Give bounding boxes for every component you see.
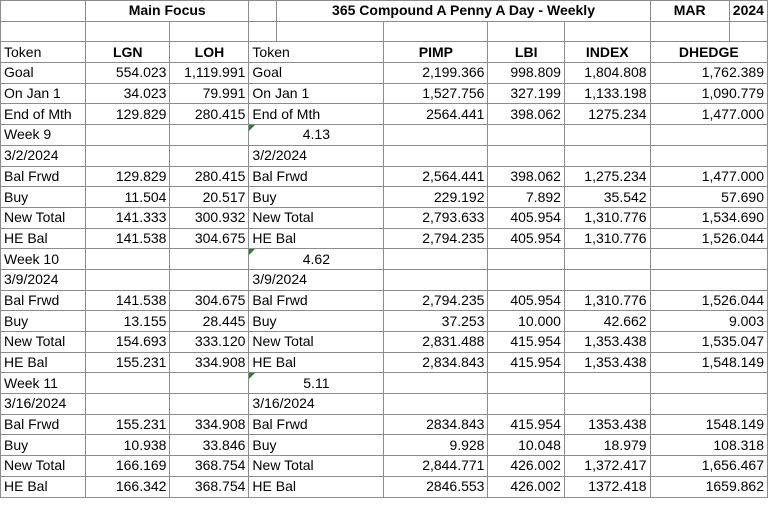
value-loh[interactable]: 28.445: [170, 311, 249, 332]
week-data-row: [1, 414, 768, 435]
col-header-index[interactable]: INDEX: [564, 42, 650, 63]
value-dhedge[interactable]: 1,535.047: [650, 332, 767, 353]
value-lbi[interactable]: 426.002: [488, 456, 564, 477]
week-row: [1, 125, 768, 146]
month-label[interactable]: MAR: [650, 1, 729, 22]
row-label-right[interactable]: Buy: [249, 187, 384, 208]
value-loh[interactable]: 333.120: [170, 332, 249, 353]
cell[interactable]: [650, 125, 767, 146]
week-date-right[interactable]: 3/16/2024: [249, 394, 384, 415]
value-pimp[interactable]: 2834.843: [384, 414, 488, 435]
cell[interactable]: [86, 145, 170, 166]
year-label[interactable]: 2024: [729, 1, 767, 22]
title-row: [1, 1, 768, 22]
row-label[interactable]: New Total: [1, 332, 86, 353]
column-header-row: [1, 42, 768, 63]
value-index[interactable]: 1372.418: [564, 476, 650, 497]
row-label[interactable]: HE Bal: [1, 352, 86, 373]
cell[interactable]: [249, 1, 277, 22]
value-pimp[interactable]: 37.253: [384, 311, 488, 332]
cell[interactable]: [170, 21, 249, 42]
value-dhedge[interactable]: 1,548.149: [650, 352, 767, 373]
value-index[interactable]: 42.662: [564, 311, 650, 332]
row-label-right[interactable]: End of Mth: [249, 104, 384, 125]
week-value[interactable]: 4.62: [249, 249, 384, 270]
col-header-loh[interactable]: LOH: [170, 42, 249, 63]
value-pimp[interactable]: 2564.441: [384, 104, 488, 125]
value-loh[interactable]: 33.846: [170, 435, 249, 456]
blank-row: [1, 21, 768, 42]
row-label-right[interactable]: On Jan 1: [249, 83, 384, 104]
value-loh[interactable]: 334.908: [170, 352, 249, 373]
cell[interactable]: [384, 145, 488, 166]
value-lbi[interactable]: 405.954: [488, 207, 564, 228]
week-date-left[interactable]: 3/2/2024: [1, 145, 86, 166]
value-index[interactable]: 1,275.234: [564, 166, 650, 187]
row-label-right[interactable]: Bal Frwd: [249, 166, 384, 187]
row-label-right[interactable]: HE Bal: [249, 476, 384, 497]
value-lgn[interactable]: 141.538: [86, 290, 170, 311]
row-label[interactable]: On Jan 1: [1, 83, 86, 104]
value-dhedge[interactable]: 1,534.690: [650, 207, 767, 228]
cell[interactable]: [86, 249, 170, 270]
value-loh[interactable]: 304.675: [170, 290, 249, 311]
row-label[interactable]: New Total: [1, 207, 86, 228]
value-index[interactable]: 35.542: [564, 187, 650, 208]
date-row: [1, 269, 768, 290]
value-loh[interactable]: 280.415: [170, 166, 249, 187]
value-pimp[interactable]: 2,831.488: [384, 332, 488, 353]
value-index[interactable]: 1,372.417: [564, 456, 650, 477]
value-loh[interactable]: 280.415: [170, 104, 249, 125]
row-label[interactable]: Buy: [1, 435, 86, 456]
week-data-row: [1, 332, 768, 353]
col-header-dhedge[interactable]: DHEDGE: [650, 42, 767, 63]
week-date-right[interactable]: 3/2/2024: [249, 145, 384, 166]
cell[interactable]: [564, 394, 650, 415]
value-pimp[interactable]: 2,844.771: [384, 456, 488, 477]
value-lgn[interactable]: 166.169: [86, 456, 170, 477]
value-index[interactable]: 1353.438: [564, 414, 650, 435]
value-lgn[interactable]: 166.342: [86, 476, 170, 497]
value-index[interactable]: 1,310.776: [564, 290, 650, 311]
cell[interactable]: [384, 394, 488, 415]
row-label[interactable]: Bal Frwd: [1, 290, 86, 311]
week-date-right[interactable]: 3/9/2024: [249, 269, 384, 290]
cell[interactable]: [170, 269, 249, 290]
value-pimp[interactable]: 2846.553: [384, 476, 488, 497]
row-label-right[interactable]: HE Bal: [249, 352, 384, 373]
cell[interactable]: [86, 373, 170, 394]
value-lbi[interactable]: 398.062: [488, 166, 564, 187]
week-data-row: [1, 352, 768, 373]
cell[interactable]: [564, 269, 650, 290]
week-data-row: [1, 166, 768, 187]
col-header-lgn[interactable]: LGN: [86, 42, 170, 63]
row-label-right[interactable]: Bal Frwd: [249, 414, 384, 435]
value-index[interactable]: 18.979: [564, 435, 650, 456]
cell[interactable]: [170, 373, 249, 394]
row-label-right[interactable]: New Total: [249, 332, 384, 353]
cell[interactable]: [650, 145, 767, 166]
row-label[interactable]: Buy: [1, 187, 86, 208]
value-lbi[interactable]: 327.199: [488, 83, 564, 104]
week-data-row: [1, 228, 768, 249]
value-index[interactable]: 1,310.776: [564, 207, 650, 228]
row-label[interactable]: Goal: [1, 63, 86, 84]
summary-row: [1, 63, 768, 84]
value-lgn[interactable]: 141.333: [86, 207, 170, 228]
cell[interactable]: [488, 269, 564, 290]
cell[interactable]: [86, 269, 170, 290]
value-pimp[interactable]: 2,794.235: [384, 228, 488, 249]
value-index[interactable]: 1,133.198: [564, 83, 650, 104]
value-index[interactable]: 1,310.776: [564, 228, 650, 249]
value-lgn[interactable]: 11.504: [86, 187, 170, 208]
value-pimp[interactable]: 2,834.843: [384, 352, 488, 373]
cell[interactable]: [384, 21, 488, 42]
cell[interactable]: [564, 249, 650, 270]
date-row: [1, 394, 768, 415]
cell[interactable]: [564, 145, 650, 166]
value-dhedge[interactable]: 9.003: [650, 311, 767, 332]
cell[interactable]: [384, 373, 488, 394]
cell[interactable]: [86, 125, 170, 146]
value-lgn[interactable]: 13.155: [86, 311, 170, 332]
cell[interactable]: [170, 249, 249, 270]
value-dhedge[interactable]: 108.318: [650, 435, 767, 456]
cell[interactable]: [384, 249, 488, 270]
cell[interactable]: [650, 394, 767, 415]
value-lgn[interactable]: 155.231: [86, 414, 170, 435]
token-label-left[interactable]: Token: [1, 42, 86, 63]
summary-row: [1, 83, 768, 104]
cell[interactable]: [488, 249, 564, 270]
row-label-right[interactable]: Buy: [249, 435, 384, 456]
cell[interactable]: [729, 21, 767, 42]
value-lbi[interactable]: 415.954: [488, 352, 564, 373]
cell[interactable]: [170, 394, 249, 415]
date-row: [1, 145, 768, 166]
cell[interactable]: [170, 125, 249, 146]
value-dhedge[interactable]: 1548.149: [650, 414, 767, 435]
compound-title[interactable]: 365 Compound A Penny A Day - Weekly: [277, 1, 650, 22]
cell[interactable]: [564, 125, 650, 146]
row-label-right[interactable]: Buy: [249, 311, 384, 332]
row-label-right[interactable]: Bal Frwd: [249, 290, 384, 311]
value-loh[interactable]: 300.932: [170, 207, 249, 228]
value-loh[interactable]: 79.991: [170, 83, 249, 104]
summary-row: [1, 104, 768, 125]
cell[interactable]: [564, 21, 650, 42]
main-focus-title[interactable]: Main Focus: [86, 1, 249, 22]
week-label[interactable]: Week 11: [1, 373, 86, 394]
value-lgn[interactable]: 129.829: [86, 166, 170, 187]
col-header-lbi[interactable]: LBI: [488, 42, 564, 63]
week-data-row: [1, 456, 768, 477]
value-dhedge[interactable]: 1,656.467: [650, 456, 767, 477]
value-lbi[interactable]: 415.954: [488, 332, 564, 353]
value-lgn[interactable]: 10.938: [86, 435, 170, 456]
week-data-row: [1, 311, 768, 332]
cell[interactable]: [650, 373, 767, 394]
week-row: [1, 373, 768, 394]
cell[interactable]: [488, 145, 564, 166]
cell[interactable]: [384, 125, 488, 146]
cell[interactable]: [86, 21, 170, 42]
row-label[interactable]: Bal Frwd: [1, 414, 86, 435]
value-loh[interactable]: 1,119.991: [170, 63, 249, 84]
value-lbi[interactable]: 10.048: [488, 435, 564, 456]
value-index[interactable]: 1,353.438: [564, 332, 650, 353]
value-lgn[interactable]: 155.231: [86, 352, 170, 373]
week-date-left[interactable]: 3/16/2024: [1, 394, 86, 415]
value-loh[interactable]: 334.908: [170, 414, 249, 435]
row-label[interactable]: HE Bal: [1, 228, 86, 249]
cell[interactable]: [1, 21, 86, 42]
cell[interactable]: [170, 145, 249, 166]
value-lgn[interactable]: 141.538: [86, 228, 170, 249]
week-label[interactable]: Week 10: [1, 249, 86, 270]
value-lbi[interactable]: 998.809: [488, 63, 564, 84]
value-lbi[interactable]: 10.000: [488, 311, 564, 332]
value-lgn[interactable]: 34.023: [86, 83, 170, 104]
row-label-right[interactable]: Goal: [249, 63, 384, 84]
cell[interactable]: [488, 394, 564, 415]
col-header-pimp[interactable]: PIMP: [384, 42, 488, 63]
value-index[interactable]: 1275.234: [564, 104, 650, 125]
token-label-right[interactable]: Token: [249, 42, 384, 63]
week-row: [1, 249, 768, 270]
week-data-row: [1, 435, 768, 456]
value-dhedge[interactable]: 1,090.779: [650, 83, 767, 104]
value-pimp[interactable]: 2,199.366: [384, 63, 488, 84]
week-data-row: [1, 290, 768, 311]
week-label[interactable]: Week 9: [1, 125, 86, 146]
week-data-row: [1, 207, 768, 228]
value-loh[interactable]: 368.754: [170, 456, 249, 477]
cell[interactable]: [650, 21, 729, 42]
value-lgn[interactable]: 129.829: [86, 104, 170, 125]
value-dhedge[interactable]: 1,477.000: [650, 166, 767, 187]
row-label-right[interactable]: HE Bal: [249, 228, 384, 249]
week-data-row: [1, 187, 768, 208]
row-label[interactable]: Bal Frwd: [1, 166, 86, 187]
value-loh[interactable]: 304.675: [170, 228, 249, 249]
value-pimp[interactable]: 2,793.633: [384, 207, 488, 228]
cell[interactable]: [249, 21, 277, 42]
value-lbi[interactable]: 405.954: [488, 228, 564, 249]
value-lbi[interactable]: 426.002: [488, 476, 564, 497]
week-data-row: [1, 476, 768, 497]
week-value[interactable]: 5.11: [249, 373, 384, 394]
value-lbi[interactable]: 398.062: [488, 104, 564, 125]
cell[interactable]: [488, 125, 564, 146]
value-lgn[interactable]: 554.023: [86, 63, 170, 84]
row-label[interactable]: End of Mth: [1, 104, 86, 125]
cell[interactable]: [277, 21, 384, 42]
value-pimp[interactable]: 2,564.441: [384, 166, 488, 187]
row-label[interactable]: HE Bal: [1, 476, 86, 497]
week-value[interactable]: 4.13: [249, 125, 384, 146]
cell[interactable]: [488, 373, 564, 394]
row-label-right[interactable]: New Total: [249, 456, 384, 477]
value-pimp[interactable]: 9.928: [384, 435, 488, 456]
value-index[interactable]: 1,804.808: [564, 63, 650, 84]
value-lbi[interactable]: 405.954: [488, 290, 564, 311]
value-pimp[interactable]: 2,794.235: [384, 290, 488, 311]
value-pimp[interactable]: 1,527.756: [384, 83, 488, 104]
value-dhedge[interactable]: 57.690: [650, 187, 767, 208]
value-lbi[interactable]: 7.892: [488, 187, 564, 208]
cell[interactable]: [86, 394, 170, 415]
cell[interactable]: [384, 269, 488, 290]
value-pimp[interactable]: 229.192: [384, 187, 488, 208]
row-label[interactable]: Buy: [1, 311, 86, 332]
cell[interactable]: [564, 373, 650, 394]
value-lbi[interactable]: 415.954: [488, 414, 564, 435]
cell[interactable]: [650, 249, 767, 270]
value-index[interactable]: 1,353.438: [564, 352, 650, 373]
row-label-right[interactable]: New Total: [249, 207, 384, 228]
cell[interactable]: [650, 269, 767, 290]
week-date-left[interactable]: 3/9/2024: [1, 269, 86, 290]
value-loh[interactable]: 368.754: [170, 476, 249, 497]
value-lgn[interactable]: 154.693: [86, 332, 170, 353]
value-dhedge[interactable]: 1,762.389: [650, 63, 767, 84]
value-dhedge[interactable]: 1,526.044: [650, 228, 767, 249]
value-dhedge[interactable]: 1,477.000: [650, 104, 767, 125]
row-label[interactable]: New Total: [1, 456, 86, 477]
value-dhedge[interactable]: 1659.862: [650, 476, 767, 497]
value-dhedge[interactable]: 1,526.044: [650, 290, 767, 311]
cell[interactable]: [1, 1, 86, 22]
value-loh[interactable]: 20.517: [170, 187, 249, 208]
cell[interactable]: [488, 21, 564, 42]
